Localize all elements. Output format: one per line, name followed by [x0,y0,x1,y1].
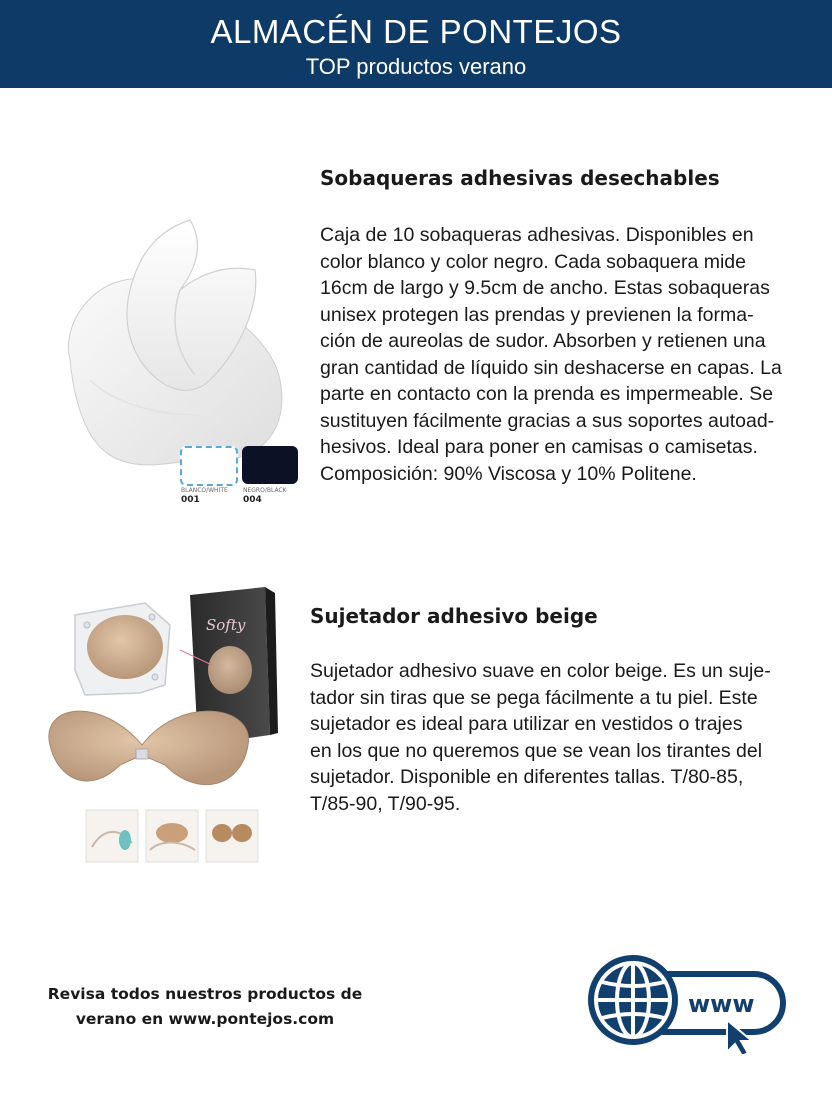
description-line: tador sin tiras que se pega fácilmente a tu piel. Este [310,686,758,709]
description-line: unisex protegen las prendas y previenen la forma- [320,303,754,326]
product-1-description [320,222,820,487]
description-line: color blanco y color negro. Cada sobaquera mide [320,250,747,273]
product-1-image [30,210,310,510]
description-line: Sujetador adhesivo suave en color beige. Es un suje- [310,660,771,682]
footer-line-2: verano en www.pontejos.com [75,1010,335,1028]
description-line: T/85-90, T/90-95. [310,792,461,815]
product-2-description [310,658,820,817]
description-line: gran cantidad de líquido sin deshacerse en capas. La [320,356,782,379]
page-title: ALMACÉN DE PONTEJOS [210,13,622,50]
description-line: 16cm de largo y 9.5cm de ancho. Estas sobaqueras [320,277,770,299]
product-2-title: Sujetador adhesivo beige [310,604,598,628]
swatch-white-code: 001 [181,495,200,505]
description-line: hesivos. Ideal para poner en camisas o camisetas. [320,436,758,458]
footer-line-1: Revisa todos nuestros productos de [47,985,363,1003]
swatch-black-code: 004 [243,495,262,505]
footer-message [40,982,370,1032]
product-1-title: Sobaqueras adhesivas desechables [320,166,720,190]
box-brand: Softy [206,616,246,634]
description-line: sustituyen fácilmente gracias a sus soportes autoad- [320,409,775,432]
adhesive-bra-illustration [30,585,285,870]
page-header [0,0,832,88]
description-line: en los que no queremos que se vean los tirantes del [310,739,763,762]
description-line: Composición: 90% Viscosa y 10% Politene. [320,462,697,485]
www-label: www [688,990,755,1018]
description-line: Caja de 10 sobaqueras adhesivas. Disponibles en [320,224,754,246]
description-line: sujetador es ideal para utilizar en vestidos o trajes [310,713,743,735]
www-globe-icon [585,952,790,1059]
product-2-image [30,585,285,870]
page-subtitle: TOP productos verano [305,54,527,79]
description-line: parte en contacto con la prenda es impermeable. Se [320,383,774,405]
swatch-black-label: NEGRO/BLACK [243,487,287,494]
swatch-white-label: BLANCO/WHITE [181,487,228,494]
swatch-black [242,446,298,484]
description-line: ción de aureolas de sudor. Absorben y retienen una [320,330,766,352]
description-line: sujetador. Disponible en diferentes tallas. T/80-85, [310,766,744,788]
swatch-white [180,446,238,486]
